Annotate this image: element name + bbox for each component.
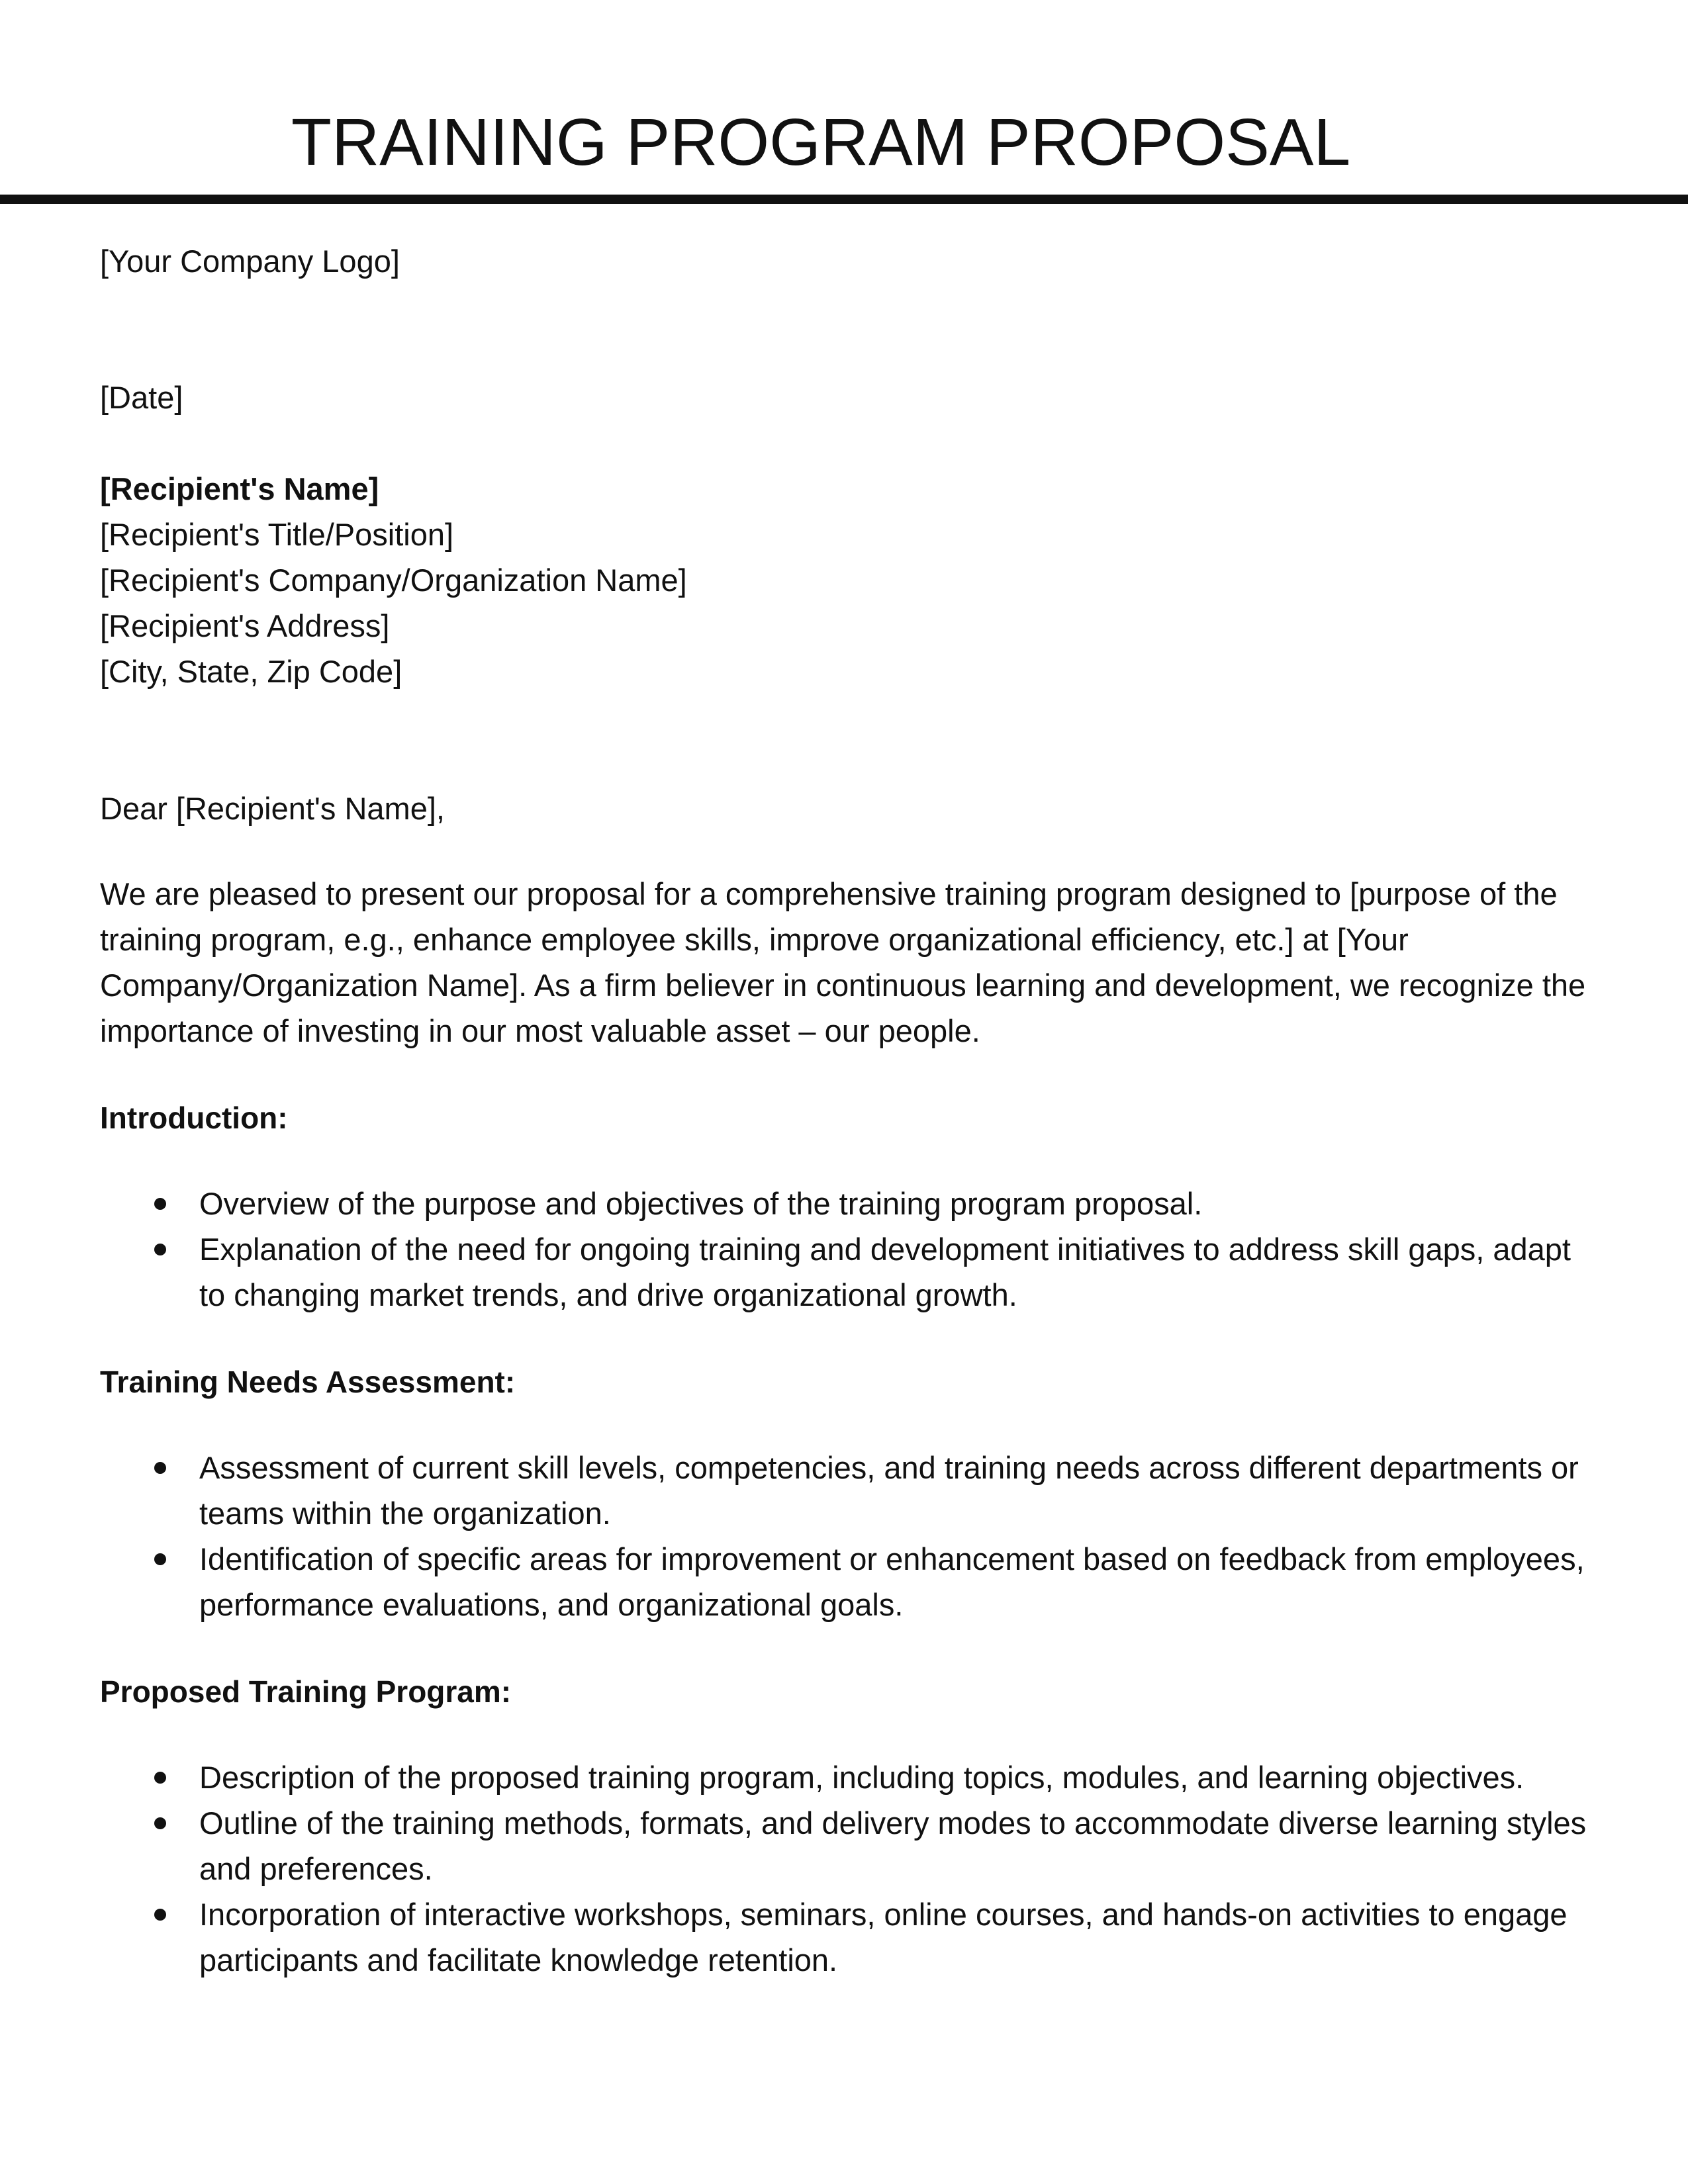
list-item (100, 1536, 1596, 1627)
spacer (100, 1715, 1596, 1754)
list-item-text: Description of the proposed training program, including topics, modules, and learning objectives. (199, 1760, 1524, 1795)
bullet-icon (154, 1817, 166, 1829)
list-item (100, 1445, 1596, 1536)
list-item-text: Outline of the training methods, formats, and delivery modes to accommodate diverse learning styles and preferences. (199, 1805, 1587, 1886)
list-item-text: Identification of specific areas for improvement or enhancement based on feedback from employees, performance evaluations, and organizational goals. (199, 1541, 1585, 1622)
company-logo-placeholder: [Your Company Logo] (100, 244, 400, 279)
bullet-list (100, 1754, 1596, 1983)
bullet-icon (154, 1244, 166, 1255)
recipient-name: [Recipient's Name] (100, 471, 379, 506)
list-item-text: Incorporation of interactive workshops, seminars, online courses, and hands-on activities to engage participants and facilitate knowledge retention. (199, 1897, 1568, 1978)
bullet-icon (154, 1909, 166, 1921)
spacer (100, 284, 1596, 375)
recipient-company: [Recipient's Company/Organization Name] (100, 563, 687, 598)
list-item (100, 1226, 1596, 1318)
section-training-needs-assessment (100, 1359, 1596, 1627)
date-placeholder: [Date] (100, 380, 183, 415)
recipient-block (100, 466, 1596, 694)
spacer (100, 1627, 1596, 1669)
list-item (100, 1891, 1596, 1983)
section-heading: Training Needs Assessment: (100, 1365, 516, 1399)
intro-paragraph: We are pleased to present our proposal for a comprehensive training program designed to [purpose of the training program, e.g., enhance employee skills, improve organizational efficiency, etc.] at [Your Company/Organization Name]. As a firm believer in continuous learning and development, we recognize the importance of investing in our most valuable asset – our people. (100, 876, 1586, 1048)
bullet-icon (154, 1553, 166, 1565)
spacer (100, 1318, 1596, 1359)
bullet-list (100, 1181, 1596, 1318)
list-item-text: Assessment of current skill levels, competencies, and training needs across different departments or teams within the organization. (199, 1450, 1579, 1531)
spacer (100, 694, 1596, 786)
list-item-text: Explanation of the need for ongoing training and development initiatives to address skill gaps, adapt to changing market trends, and drive organizational growth. (199, 1232, 1571, 1312)
document-body (100, 238, 1596, 1983)
spacer (100, 1054, 1596, 1095)
recipient-address: [Recipient's Address] (100, 608, 390, 643)
bullet-icon (154, 1462, 166, 1474)
bullet-icon (154, 1772, 166, 1784)
document-title: TRAINING PROGRAM PROPOSAL (291, 105, 1351, 179)
list-item (100, 1181, 1596, 1226)
bullet-list (100, 1445, 1596, 1627)
section-heading: Introduction: (100, 1101, 288, 1135)
salutation: Dear [Recipient's Name], (100, 791, 445, 826)
recipient-title: [Recipient's Title/Position] (100, 517, 454, 552)
list-item-text: Overview of the purpose and objectives of the training program proposal. (199, 1186, 1203, 1221)
list-item (100, 1800, 1596, 1891)
bullet-icon (154, 1198, 166, 1210)
section-introduction (100, 1095, 1596, 1318)
recipient-city: [City, State, Zip Code] (100, 654, 402, 689)
spacer (100, 831, 1596, 871)
section-heading: Proposed Training Program: (100, 1674, 512, 1709)
title-divider (0, 195, 1688, 204)
section-proposed-training-program (100, 1669, 1596, 1983)
spacer (100, 1141, 1596, 1181)
spacer (100, 420, 1596, 466)
list-item (100, 1754, 1596, 1800)
spacer (100, 1405, 1596, 1445)
